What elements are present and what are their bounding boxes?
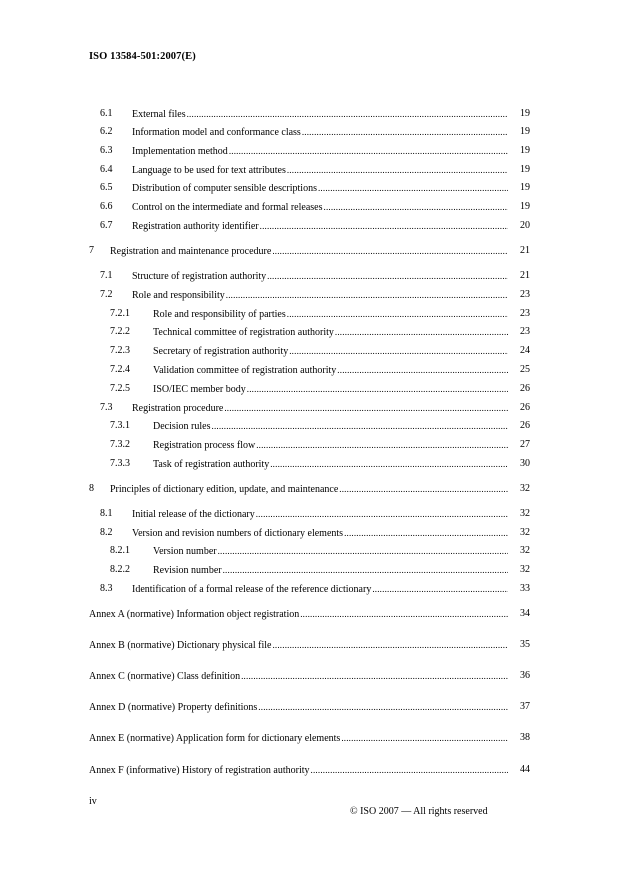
toc-entry-title: Information model and conformance class	[132, 127, 301, 138]
toc-entry-number: 8.2	[100, 527, 113, 538]
toc-entry-page: 19	[520, 126, 530, 137]
dot-leader	[340, 731, 508, 745]
toc-entry-title: External files	[132, 109, 186, 120]
toc-entry-page: 19	[520, 182, 530, 193]
toc-entry-page: 26	[520, 402, 530, 413]
toc-entry-title: Annex E (normative) Application form for dictionary elements	[89, 733, 341, 744]
dot-leader	[211, 419, 509, 433]
toc-entry-number: 7.2.1	[110, 308, 130, 319]
toc-entry[interactable]	[0, 507, 619, 521]
dot-leader	[336, 363, 508, 377]
dot-leader	[299, 607, 508, 621]
toc-entry-number: 8	[89, 483, 94, 494]
toc-entry[interactable]	[0, 307, 619, 321]
document-id-header: ISO 13584-501:2007(E)	[89, 51, 196, 62]
toc-entry[interactable]	[0, 181, 619, 195]
toc-entry[interactable]	[0, 438, 619, 452]
dot-leader	[186, 107, 508, 121]
toc-entry-number: 6.3	[100, 145, 113, 156]
dot-leader	[288, 344, 508, 358]
toc-entry-page: 32	[520, 564, 530, 575]
dot-leader	[259, 219, 508, 233]
dot-leader	[246, 382, 508, 396]
toc-entry-number: 8.3	[100, 583, 113, 594]
toc-entry-number: 6.6	[100, 201, 113, 212]
dot-leader	[271, 244, 508, 258]
toc-entry-page: 23	[520, 289, 530, 300]
toc-entry[interactable]	[0, 363, 619, 377]
toc-entry-number: 6.7	[100, 220, 113, 231]
toc-entry[interactable]	[0, 219, 619, 233]
toc-entry-title: Annex B (normative) Dictionary physical file	[89, 640, 272, 651]
dot-leader	[255, 438, 508, 452]
toc-entry-page: 32	[520, 527, 530, 538]
dot-leader	[286, 307, 508, 321]
copyright-notice: © ISO 2007 — All rights reserved	[350, 806, 488, 817]
toc-entry-title: Decision rules	[153, 421, 211, 432]
dot-leader	[338, 482, 508, 496]
toc-entry[interactable]	[0, 457, 619, 471]
toc-entry-page: 19	[520, 145, 530, 156]
toc-entry-page: 32	[520, 508, 530, 519]
toc-entry[interactable]	[0, 669, 619, 683]
toc-entry-page: 35	[520, 639, 530, 650]
toc-entry[interactable]	[0, 638, 619, 652]
toc-entry-title: Version number	[153, 546, 217, 557]
toc-entry-page: 44	[520, 764, 530, 775]
dot-leader	[323, 200, 509, 214]
toc-entry-page: 20	[520, 220, 530, 231]
dot-leader	[223, 401, 508, 415]
toc-entry-title: Distribution of computer sensible descriptions	[132, 183, 317, 194]
toc-entry-page: 21	[520, 270, 530, 281]
toc-entry-title: ISO/IEC member body	[153, 384, 246, 395]
dot-leader	[343, 526, 508, 540]
toc-entry[interactable]	[0, 419, 619, 433]
toc-entry-title: Role and responsibility	[132, 290, 225, 301]
toc-entry[interactable]	[0, 107, 619, 121]
dot-leader	[317, 181, 508, 195]
dot-leader	[255, 507, 508, 521]
dot-leader	[334, 325, 508, 339]
toc-entry-number: 6.5	[100, 182, 113, 193]
toc-entry-page: 19	[520, 108, 530, 119]
toc-entry-title: Registration authority identifier	[132, 221, 259, 232]
toc-entry[interactable]	[0, 144, 619, 158]
toc-entry-page: 38	[520, 732, 530, 743]
toc-entry-title: Role and responsibility of parties	[153, 309, 286, 320]
toc-entry-title: Language to be used for text attributes	[132, 165, 286, 176]
toc-entry-number: 8.2.1	[110, 545, 130, 556]
toc-entry-number: 7.3	[100, 402, 113, 413]
dot-leader	[301, 125, 508, 139]
dot-leader	[257, 700, 508, 714]
toc-entry[interactable]	[0, 544, 619, 558]
dot-leader	[371, 582, 508, 596]
toc-entry-title: Version and revision numbers of dictionary elements	[132, 528, 344, 539]
toc-entry[interactable]	[0, 482, 619, 496]
toc-entry-number: 6.1	[100, 108, 113, 119]
toc-entry[interactable]	[0, 700, 619, 714]
toc-entry-number: 7.3.3	[110, 458, 130, 469]
toc-entry-page: 23	[520, 308, 530, 319]
dot-leader	[225, 288, 508, 302]
toc-entry-number: 7.2	[100, 289, 113, 300]
dot-leader	[271, 638, 508, 652]
toc-entry-number: 7.2.2	[110, 326, 130, 337]
toc-entry[interactable]	[0, 526, 619, 540]
toc-entry-number: 7	[89, 245, 94, 256]
dot-leader	[286, 163, 508, 177]
toc-entry[interactable]	[0, 163, 619, 177]
toc-entry[interactable]	[0, 763, 619, 777]
toc-entry-title: Annex A (normative) Information object registration	[89, 609, 300, 620]
toc-entry-title: Identification of a formal release of the reference dictionary	[132, 584, 372, 595]
toc-entry-page: 30	[520, 458, 530, 469]
toc-entry-number: 7.2.4	[110, 364, 130, 375]
dot-leader	[266, 269, 508, 283]
toc-entry-title: Control on the intermediate and formal releases	[132, 202, 323, 213]
toc-entry[interactable]	[0, 401, 619, 415]
toc-entry-title: Implementation method	[132, 146, 228, 157]
dot-leader	[310, 763, 508, 777]
toc-entry[interactable]	[0, 288, 619, 302]
toc-entry-title: Registration process flow	[153, 440, 256, 451]
toc-entry-number: 7.3.1	[110, 420, 130, 431]
toc-entry-title: Principles of dictionary edition, update, and maintenance	[110, 484, 339, 495]
toc-entry-page: 26	[520, 420, 530, 431]
toc-entry[interactable]	[0, 344, 619, 358]
toc-entry-page: 19	[520, 164, 530, 175]
toc-entry-number: 6.2	[100, 126, 113, 137]
toc-entry[interactable]	[0, 582, 619, 596]
toc-entry-title: Annex D (normative) Property definitions	[89, 702, 258, 713]
dot-leader	[269, 457, 508, 471]
toc-entry-page: 26	[520, 383, 530, 394]
toc-entry-number: 7.2.5	[110, 383, 130, 394]
toc-entry-page: 23	[520, 326, 530, 337]
toc-entry[interactable]	[0, 200, 619, 214]
toc-entry-title: Task of registration authority	[153, 459, 270, 470]
toc-entry[interactable]	[0, 125, 619, 139]
toc-entry-title: Secretary of registration authority	[153, 346, 289, 357]
toc-entry[interactable]	[0, 563, 619, 577]
toc-entry-number: 7.3.2	[110, 439, 130, 450]
toc-entry-page: 37	[520, 701, 530, 712]
toc-entry[interactable]	[0, 325, 619, 339]
toc-entry-title: Technical committee of registration authority	[153, 327, 334, 338]
toc-entry-page: 27	[520, 439, 530, 450]
toc-entry[interactable]	[0, 731, 619, 745]
toc-entry-title: Registration and maintenance procedure	[110, 246, 272, 257]
toc-entry-page: 33	[520, 583, 530, 594]
dot-leader	[228, 144, 508, 158]
dot-leader	[217, 544, 508, 558]
toc-entry-number: 8.1	[100, 508, 113, 519]
toc-entry-number: 6.4	[100, 164, 113, 175]
toc-entry-title: Annex F (informative) History of registration authority	[89, 765, 310, 776]
toc-entry-number: 7.1	[100, 270, 113, 281]
toc-entry[interactable]	[0, 607, 619, 621]
toc-entry[interactable]	[0, 269, 619, 283]
page-number: iv	[89, 796, 97, 807]
toc-entry-page: 25	[520, 364, 530, 375]
toc-entry-page: 24	[520, 345, 530, 356]
toc-entry-page: 34	[520, 608, 530, 619]
toc-entry-page: 36	[520, 670, 530, 681]
toc-entry[interactable]	[0, 244, 619, 258]
dot-leader	[240, 669, 508, 683]
toc-entry-page: 32	[520, 545, 530, 556]
toc-entry-title: Registration procedure	[132, 403, 224, 414]
toc-entry-title: Structure of registration authority	[132, 271, 267, 282]
toc-entry-page: 21	[520, 245, 530, 256]
dot-leader	[222, 563, 508, 577]
toc-entry-title: Initial release of the dictionary	[132, 509, 255, 520]
toc-entry[interactable]	[0, 382, 619, 396]
toc-entry-title: Annex C (normative) Class definition	[89, 671, 241, 682]
toc-entry-page: 32	[520, 483, 530, 494]
toc-entry-number: 8.2.2	[110, 564, 130, 575]
toc-entry-title: Revision number	[153, 565, 222, 576]
toc-entry-page: 19	[520, 201, 530, 212]
toc-entry-number: 7.2.3	[110, 345, 130, 356]
toc-entry-title: Validation committee of registration authority	[153, 365, 337, 376]
